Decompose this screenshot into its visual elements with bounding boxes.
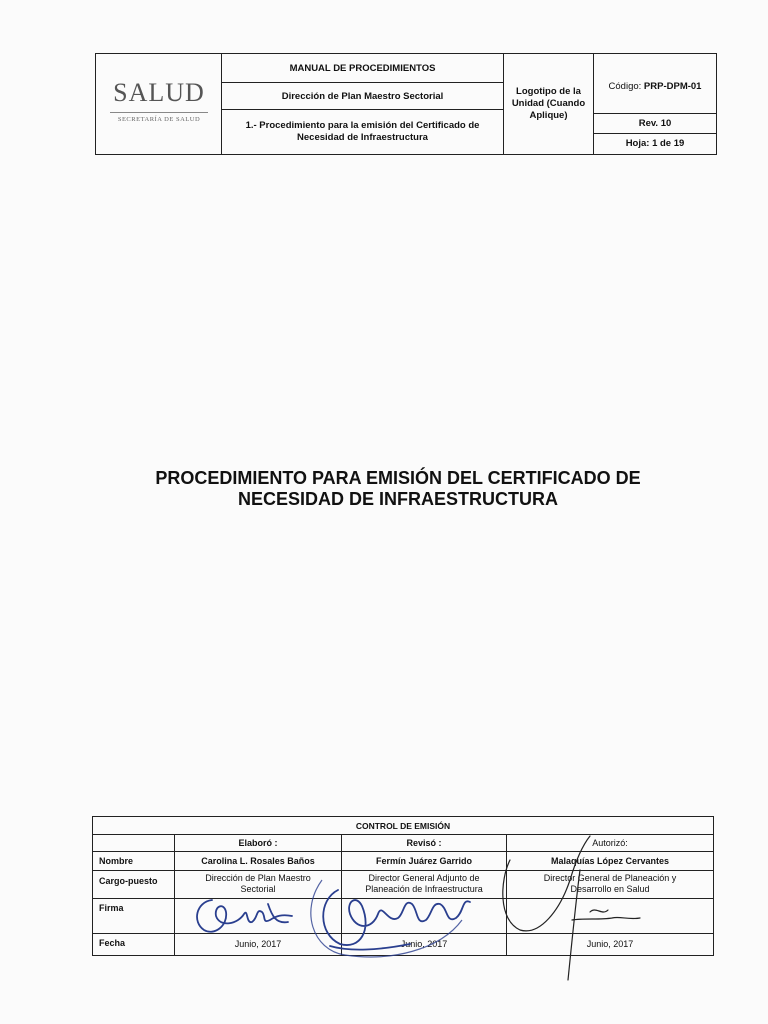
salud-logo (96, 54, 222, 154)
control-heading-row (93, 817, 713, 835)
empty-label-cell (93, 835, 175, 851)
cargo-autorizo-line2: Desarrollo en Salud (570, 884, 650, 894)
fecha-autorizo: Junio, 2017 (586, 939, 634, 949)
document-title-line2: NECESIDAD DE INFRAESTRUCTURA (237, 489, 558, 509)
unit-logo-cell (504, 54, 594, 154)
fecha-label: Fecha (93, 934, 175, 955)
cargo-elaboro (175, 871, 342, 898)
cargo-autorizo (507, 871, 713, 898)
col-reviso: Revisó : (342, 835, 507, 851)
fecha-row (93, 934, 713, 955)
firma-label: Firma (93, 899, 175, 933)
direccion-name: Dirección de Plan Maestro Sectorial (281, 91, 444, 102)
manual-title: MANUAL DE PROCEDIMIENTOS (289, 63, 436, 74)
logo-main-text: SALUD (113, 78, 205, 107)
control-heading: CONTROL DE EMISIÓN (355, 821, 451, 831)
unit-logo-text: Logotipo de la Unidad (Cuando Aplique) (511, 86, 586, 121)
nombre-autorizo: Malaquías López Cervantes (550, 856, 670, 866)
col-autorizo: Autorizó: (592, 838, 628, 848)
firma-row (93, 899, 713, 934)
codigo-cell (594, 54, 716, 114)
procedimiento-name: 1.- Procedimiento para la emisión del Certificado de Necesidad de Infraestructura (245, 120, 480, 143)
cargo-label: Cargo-puesto (93, 871, 175, 898)
firma-elaboro-cell (175, 899, 342, 933)
logo-sub-text: SECRETARÍA DE SALUD (117, 116, 201, 123)
fecha-reviso: Junio, 2017 (342, 934, 507, 955)
document-header-table (95, 53, 717, 155)
cargo-elaboro-line1: Dirección de Plan Maestro (205, 873, 311, 883)
control-emision-table (92, 816, 714, 956)
nombre-reviso: Fermín Juárez Garrido (342, 852, 507, 870)
firma-autorizo-cell (507, 899, 713, 933)
cargo-reviso-line1: Director General Adjunto de (368, 873, 480, 883)
control-columns-row (93, 835, 713, 852)
codigo-value: PRP-DPM-01 (643, 81, 702, 92)
cargo-reviso-line2: Planeación de Infraestructura (365, 884, 483, 894)
revision-value: Rev. 10 (638, 118, 672, 129)
nombre-elaboro: Carolina L. Rosales Baños (175, 852, 342, 870)
hoja-value: Hoja: 1 de 19 (625, 138, 685, 149)
col-elaboro: Elaboró : (175, 835, 342, 851)
firma-reviso-cell (342, 899, 507, 933)
cargo-elaboro-line2: Sectorial (240, 884, 276, 894)
fecha-elaboro: Junio, 2017 (175, 934, 342, 955)
cargo-reviso (342, 871, 507, 898)
cargo-autorizo-line1: Director General de Planeación y (543, 873, 677, 883)
document-title-line1: PROCEDIMIENTO PARA EMISIÓN DEL CERTIFICADO DE (155, 468, 641, 488)
direccion-cell (222, 83, 504, 110)
hoja-cell (594, 134, 716, 154)
nombre-row (93, 852, 713, 871)
logo-divider (110, 112, 208, 113)
nombre-label: Nombre (93, 852, 175, 870)
revision-cell (594, 114, 716, 134)
cargo-row (93, 871, 713, 899)
codigo-label: Código: (608, 81, 642, 92)
procedimiento-cell (222, 110, 504, 154)
document-title (100, 468, 696, 510)
manual-title-cell (222, 54, 504, 83)
